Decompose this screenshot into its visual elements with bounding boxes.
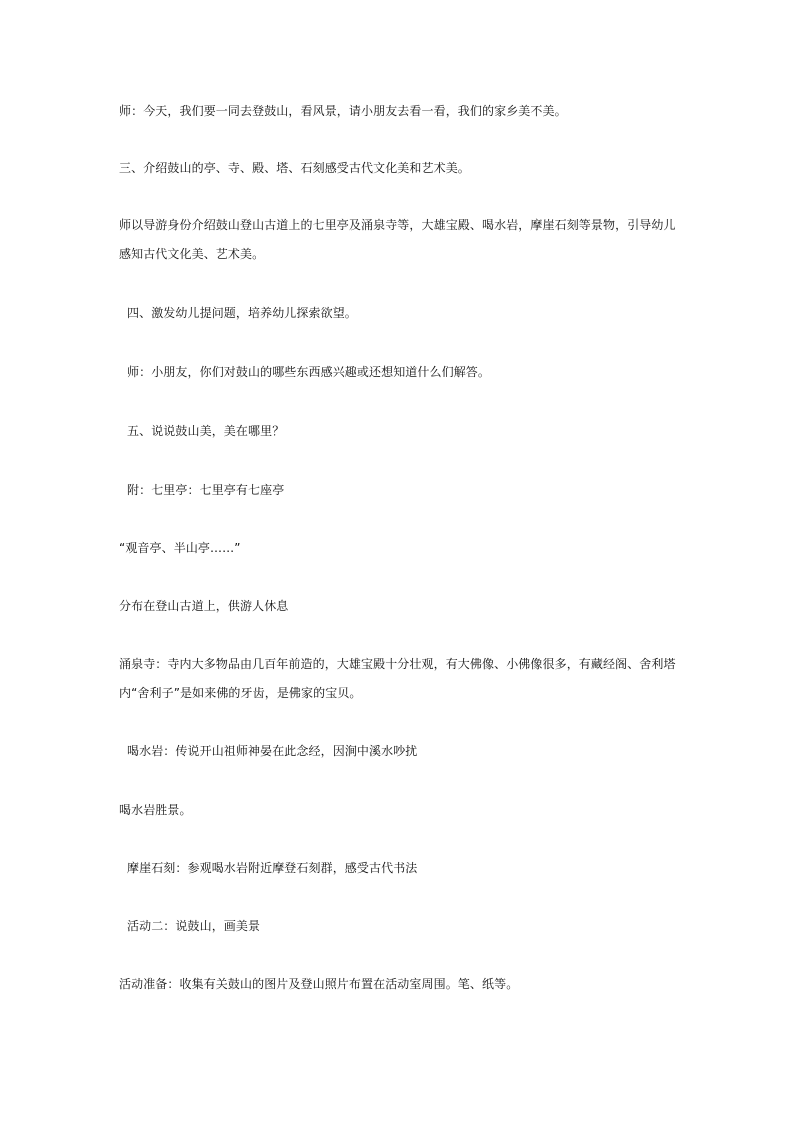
paragraph-heshui-rock: 喝水岩：传说开山祖师神晏在此念经，因涧中溪水吵扰 xyxy=(127,744,418,758)
appendix-qili-pavilion: 附：七里亭：七里亭有七座亭 xyxy=(127,483,285,497)
section-heading-four: 四、激发幼儿提问题，培养幼儿探索欲望。 xyxy=(127,306,357,320)
section-heading-five: 五、说说鼓山美，美在哪里？ xyxy=(127,424,285,438)
paragraph-teacher-question: 师：小朋友，你们对鼓山的哪些东西感兴趣或还想知道什么们解答。 xyxy=(127,365,491,379)
paragraph-cliff-carving: 摩崖石刻：参观喝水岩附近摩登石刻群，感受古代书法 xyxy=(127,861,418,875)
paragraph-pavilion-names: “观音亭、半山亭……” xyxy=(119,541,241,555)
activity-two-heading: 活动二：说鼓山，画美景 xyxy=(127,919,261,933)
paragraph-pavilion-location: 分布在登山古道上，供游人休息 xyxy=(119,599,289,613)
paragraph-yongquan-line-2: 内“舍利子”是如来佛的牙齿，是佛家的宝贝。 xyxy=(119,686,362,700)
activity-preparation: 活动准备：收集有关鼓山的图片及登山照片布置在活动室周围。笔、纸等。 xyxy=(119,977,519,991)
paragraph-guide-line-1: 师以导游身份介绍鼓山登山古道上的七里亭及涌泉寺等，大雄宝殿、喝水岩，摩崖石刻等景物，引导幼儿 xyxy=(119,218,676,232)
paragraph-heshui-scene: 喝水岩胜景。 xyxy=(119,803,192,817)
paragraph-guide-line-2: 感知古代文化美、艺术美。 xyxy=(119,247,265,261)
paragraph-teacher-intro: 师：今天，我们要一同去登鼓山，看风景，请小朋友去看一看，我们的家乡美不美。 xyxy=(119,104,567,118)
paragraph-yongquan-line-1: 涌泉寺：寺内大多物品由几百年前造的，大雄宝殿十分壮观，有大佛像、小佛像很多，有藏经阁、舍利塔 xyxy=(119,657,676,671)
section-heading-three: 三、介绍鼓山的亭、寺、殿、塔、石刻感受古代文化美和艺术美。 xyxy=(119,161,470,175)
